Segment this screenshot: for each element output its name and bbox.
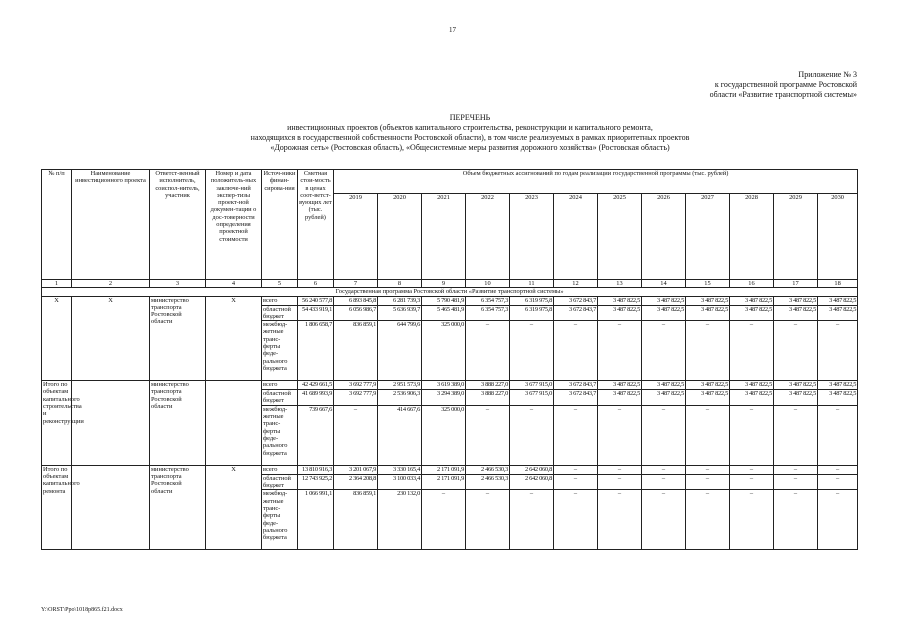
header-budget-group: Объем бюджетных ассигнований по годам реализации государственной программы (тыс. рублей) (334, 170, 858, 194)
budget-value: 2 642 060,8 (510, 474, 554, 490)
header-responsible: Ответст-венный исполнитель, соиспол-нитель, участник (150, 170, 206, 280)
header-year: 2024 (554, 194, 598, 280)
budget-value: 5 636 939,7 (378, 305, 422, 321)
budget-value: 3 487 822,5 (818, 305, 858, 321)
budget-value: – (730, 474, 774, 490)
budget-value: – (642, 465, 686, 474)
budget-value: 3 677 915,0 (510, 381, 554, 390)
budget-value: 3 487 822,5 (686, 296, 730, 305)
budget-value: – (818, 474, 858, 490)
header-year: 2029 (774, 194, 818, 280)
block-c4: Х (206, 465, 262, 550)
budget-value: – (774, 490, 818, 550)
budget-value: – (642, 405, 686, 465)
funding-source: межбюд-жетные транс-ферты феде-рального бюджета (262, 490, 298, 550)
header-year: 2030 (818, 194, 858, 280)
title-line: инвестиционных проектов (объектов капитального строительства, реконструкции и капитального ремонта, (287, 123, 653, 132)
budget-value: 5 465 481,9 (422, 305, 466, 321)
budget-value: – (686, 490, 730, 550)
budget-value: – (598, 321, 642, 381)
table-row (42, 381, 858, 390)
budget-value: – (774, 321, 818, 381)
budget-value: 2 951 573,9 (378, 381, 422, 390)
budget-value: 3 487 822,5 (730, 296, 774, 305)
estimated-cost: 739 667,6 (298, 405, 334, 465)
budget-value: – (598, 465, 642, 474)
appendix-note (710, 70, 857, 100)
column-number: 13 (598, 280, 642, 288)
budget-value: 230 132,0 (378, 490, 422, 550)
budget-value: 6 354 757,3 (466, 296, 510, 305)
budget-value: 3 487 822,5 (686, 390, 730, 406)
budget-value: – (554, 465, 598, 474)
file-path: Y:\ORST\Ppo\1018p865.f21.docx (41, 607, 123, 613)
budget-value: 3 888 227,0 (466, 390, 510, 406)
budget-value: – (554, 405, 598, 465)
header-year: 2026 (642, 194, 686, 280)
header-project-name: Наименование инвестиционного проекта (72, 170, 150, 280)
column-number: 2 (72, 280, 150, 288)
funding-source: межбюд-жетные транс-ферты феде-рального бюджета (262, 405, 298, 465)
column-number: 1 (42, 280, 72, 288)
funding-source: всего (262, 381, 298, 390)
budget-value: 3 487 822,5 (818, 296, 858, 305)
budget-value: 2 466 530,3 (466, 465, 510, 474)
budget-value: – (598, 405, 642, 465)
budget-value: 836 859,1 (334, 321, 378, 381)
budget-value: – (510, 405, 554, 465)
budget-value: – (818, 490, 858, 550)
column-number: 4 (206, 280, 262, 288)
funding-source: областной бюджет (262, 305, 298, 321)
budget-value: 3 677 915,0 (510, 390, 554, 406)
budget-value: 3 487 822,5 (598, 305, 642, 321)
column-number: 17 (774, 280, 818, 288)
budget-value: 3 201 067,9 (334, 465, 378, 474)
budget-value: – (510, 490, 554, 550)
title-heading: ПЕРЕЧЕНЬ (449, 113, 491, 122)
budget-value: 6 319 975,8 (510, 296, 554, 305)
column-number: 12 (554, 280, 598, 288)
estimated-cost: 1 066 991,1 (298, 490, 334, 550)
program-title: Государственная программа Ростовской области «Развитие транспортной системы» (42, 288, 858, 296)
page-number: 17 (449, 26, 456, 34)
budget-value: 3 487 822,5 (730, 390, 774, 406)
budget-value: 3 487 822,5 (730, 305, 774, 321)
budget-value: – (334, 405, 378, 465)
appendix-line: области «Развитие транспортной системы» (709, 90, 857, 99)
budget-value: 3 487 822,5 (598, 381, 642, 390)
block-c3: министерство транспорта Ростовской области (150, 381, 206, 466)
column-number: 3 (150, 280, 206, 288)
budget-value: – (466, 490, 510, 550)
budget-value: – (730, 490, 774, 550)
budget-value: 3 487 822,5 (774, 296, 818, 305)
budget-value: 3 619 389,0 (422, 381, 466, 390)
budget-value: – (554, 490, 598, 550)
investment-projects-table (41, 169, 858, 550)
budget-value: 5 790 481,9 (422, 296, 466, 305)
budget-value: – (598, 490, 642, 550)
header-number: № п/п (42, 170, 72, 280)
budget-value: – (818, 405, 858, 465)
estimated-cost: 1 806 658,7 (298, 321, 334, 381)
budget-value: 325 000,0 (422, 405, 466, 465)
budget-value: 3 487 822,5 (730, 381, 774, 390)
header-expertise: Номер и дата положитель-ных заключе-ний экспер-тизы проект-ной докумен-тации о дос-товерности определения проектной стоимости (206, 170, 262, 280)
budget-value: – (686, 405, 730, 465)
block-c3: министерство транспорта Ростовской области (150, 296, 206, 381)
budget-value: – (554, 474, 598, 490)
budget-value: 836 859,1 (334, 490, 378, 550)
header-year: 2020 (378, 194, 422, 280)
column-number: 15 (686, 280, 730, 288)
budget-value: – (642, 321, 686, 381)
table-row (42, 296, 858, 305)
estimated-cost: 54 433 919,1 (298, 305, 334, 321)
budget-value: 3 888 227,0 (466, 381, 510, 390)
header-year: 2025 (598, 194, 642, 280)
budget-value: 644 799,6 (378, 321, 422, 381)
header-year: 2027 (686, 194, 730, 280)
budget-value: 3 487 822,5 (774, 381, 818, 390)
block-c1: Х (42, 296, 72, 381)
column-number: 7 (334, 280, 378, 288)
block-c3: министерство транспорта Ростовской области (150, 465, 206, 550)
budget-value: – (466, 405, 510, 465)
column-number: 6 (298, 280, 334, 288)
budget-value: – (554, 321, 598, 381)
budget-value: – (774, 405, 818, 465)
budget-value: 6 056 986,7 (334, 305, 378, 321)
budget-value: 6 319 975,8 (510, 305, 554, 321)
budget-value: 3 692 777,9 (334, 390, 378, 406)
budget-value: 2 642 060,8 (510, 465, 554, 474)
block-c1: Итого по объектам капитального ремонта (42, 465, 72, 550)
header-year: 2022 (466, 194, 510, 280)
estimated-cost: 42 429 661,5 (298, 381, 334, 390)
column-number: 18 (818, 280, 858, 288)
budget-value: – (510, 321, 554, 381)
header-year: 2028 (730, 194, 774, 280)
block-c2: Х (72, 296, 150, 381)
budget-value: 3 672 843,7 (554, 381, 598, 390)
block-c1: Итого по объектам капитального строительства и реконструкции (42, 381, 72, 466)
budget-value: 6 893 845,8 (334, 296, 378, 305)
column-number: 5 (262, 280, 298, 288)
budget-value: 3 487 822,5 (774, 305, 818, 321)
budget-value: 3 487 822,5 (686, 381, 730, 390)
appendix-line: к государственной программе Ростовской (714, 80, 857, 89)
header-year: 2021 (422, 194, 466, 280)
column-number: 8 (378, 280, 422, 288)
header-year: 2019 (334, 194, 378, 280)
budget-value: 6 354 757,3 (466, 305, 510, 321)
funding-source: межбюд-жетные транс-ферты феде-рального бюджета (262, 321, 298, 381)
funding-source: областной бюджет (262, 390, 298, 406)
budget-value: – (818, 465, 858, 474)
column-number: 14 (642, 280, 686, 288)
appendix-line: Приложение № 3 (798, 70, 857, 79)
column-number: 10 (466, 280, 510, 288)
budget-value: – (642, 490, 686, 550)
budget-value: – (686, 465, 730, 474)
budget-value: – (730, 321, 774, 381)
budget-value: 3 487 822,5 (818, 381, 858, 390)
header-sources: Источ-ники финан-сирова-ния (262, 170, 298, 280)
estimated-cost: 13 810 916,3 (298, 465, 334, 474)
block-c4: Х (206, 296, 262, 381)
estimated-cost: 12 743 925,2 (298, 474, 334, 490)
budget-value: – (598, 474, 642, 490)
budget-value: 3 487 822,5 (642, 381, 686, 390)
budget-value: – (774, 474, 818, 490)
budget-value: 2 171 091,9 (422, 465, 466, 474)
budget-value: 3 487 822,5 (642, 296, 686, 305)
budget-value: – (422, 490, 466, 550)
budget-value: 3 100 033,4 (378, 474, 422, 490)
budget-value: 325 000,0 (422, 321, 466, 381)
budget-value: 3 294 389,0 (422, 390, 466, 406)
title-line: находящихся в государственной собственности Ростовской области), в том числе реализуемых в рамках приоритетных проектов (250, 133, 690, 142)
budget-value: 3 672 843,7 (554, 390, 598, 406)
estimated-cost: 56 240 577,8 (298, 296, 334, 305)
budget-value: 414 667,6 (378, 405, 422, 465)
header-estimated-cost: Сметная стои-мость в ценах соот-ветст-вующих лет (тыс. рублей) (298, 170, 334, 280)
title-line: «Дорожная сеть» (Ростовская область), «Общесистемные меры развития дорожного хозяйства» (Ростовская область) (270, 143, 670, 152)
block-c2 (72, 465, 150, 550)
budget-value: 2 171 091,9 (422, 474, 466, 490)
budget-value: – (466, 321, 510, 381)
budget-value: 3 487 822,5 (774, 390, 818, 406)
funding-source: всего (262, 296, 298, 305)
block-c4 (206, 381, 262, 466)
budget-value: – (774, 465, 818, 474)
budget-value: 3 487 822,5 (818, 390, 858, 406)
budget-value: – (686, 474, 730, 490)
budget-value: – (642, 474, 686, 490)
budget-value: 2 536 906,3 (378, 390, 422, 406)
estimated-cost: 41 689 993,9 (298, 390, 334, 406)
header-year: 2023 (510, 194, 554, 280)
budget-value: 3 487 822,5 (642, 390, 686, 406)
budget-value: 3 487 822,5 (598, 390, 642, 406)
budget-value: 3 672 843,7 (554, 296, 598, 305)
budget-value: 3 692 777,9 (334, 381, 378, 390)
funding-source: областной бюджет (262, 474, 298, 490)
budget-value: 3 330 165,4 (378, 465, 422, 474)
budget-value: 3 672 843,7 (554, 305, 598, 321)
budget-value: – (730, 465, 774, 474)
budget-value: 2 364 208,8 (334, 474, 378, 490)
budget-value: 2 466 530,3 (466, 474, 510, 490)
table-row (42, 465, 858, 474)
budget-value: 3 487 822,5 (642, 305, 686, 321)
budget-value: – (818, 321, 858, 381)
document-title (120, 113, 820, 153)
budget-value: – (730, 405, 774, 465)
budget-value: 3 487 822,5 (686, 305, 730, 321)
budget-value: 3 487 822,5 (598, 296, 642, 305)
budget-value: 6 281 739,3 (378, 296, 422, 305)
budget-value: – (686, 321, 730, 381)
column-number: 16 (730, 280, 774, 288)
funding-source: всего (262, 465, 298, 474)
column-number: 11 (510, 280, 554, 288)
column-number: 9 (422, 280, 466, 288)
